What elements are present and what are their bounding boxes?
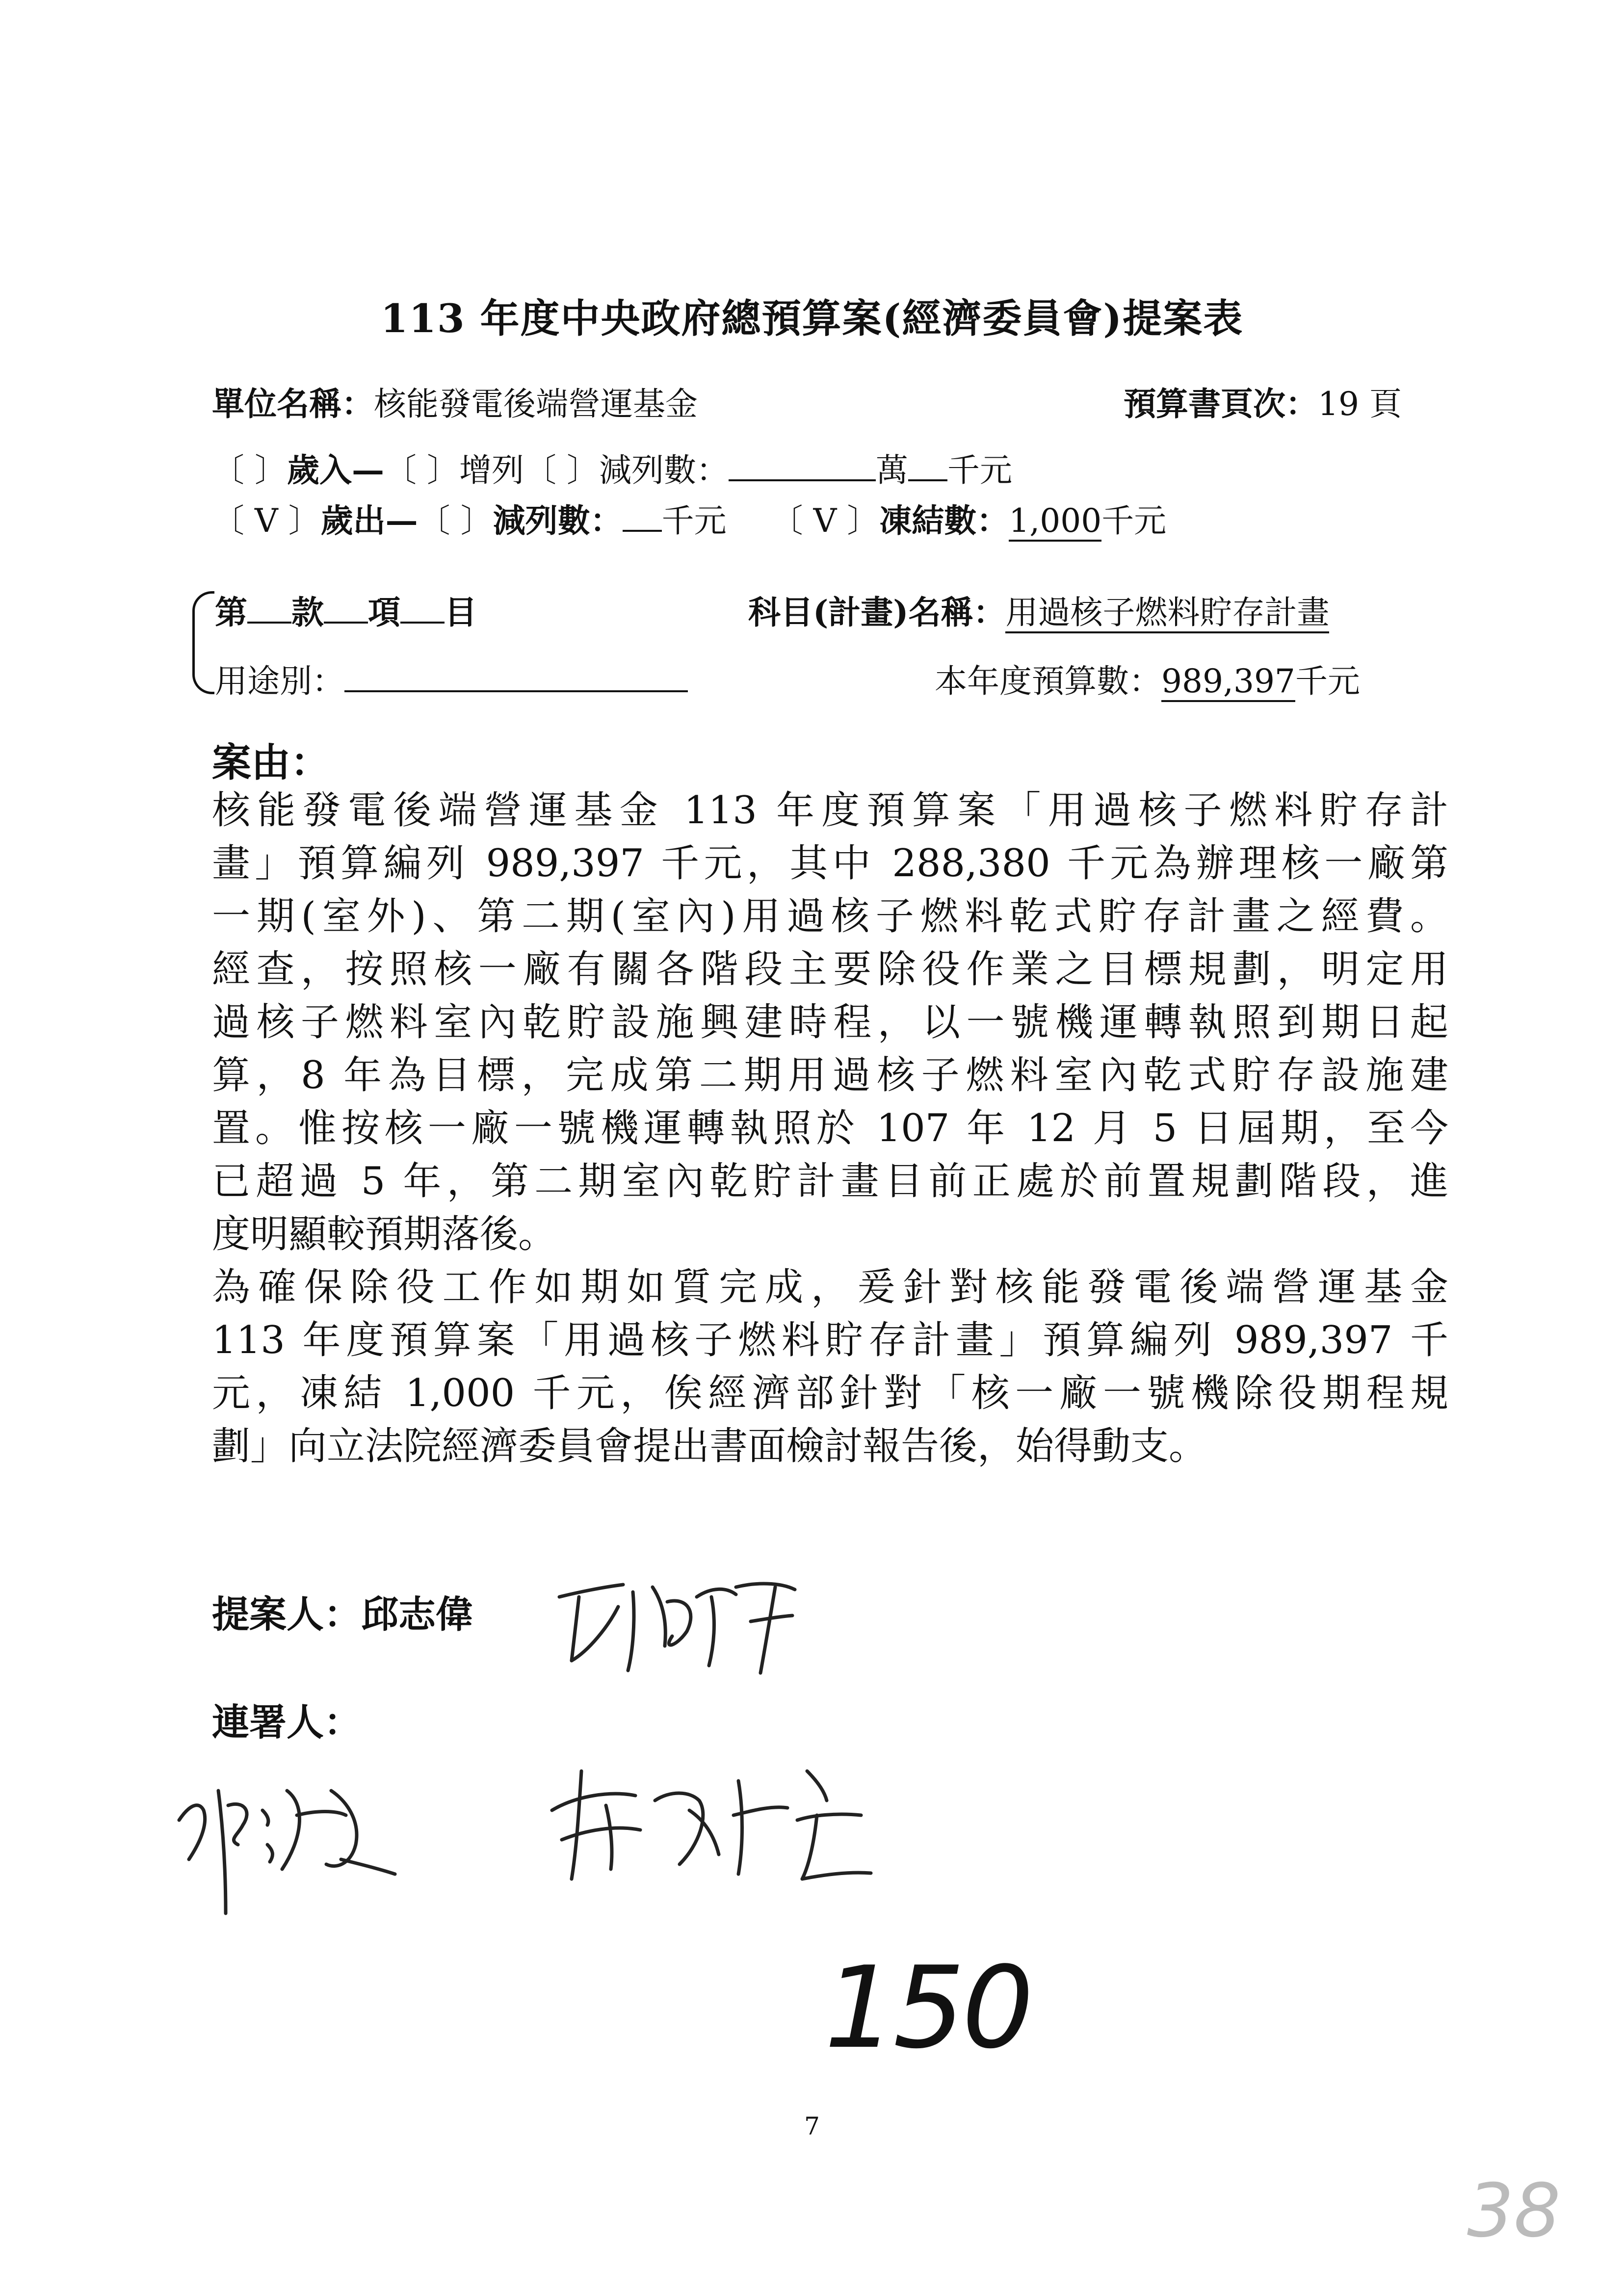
section-kuan-blank xyxy=(324,589,368,624)
revenue-qian-unit: 千元 xyxy=(947,451,1012,489)
freeze-label: 凍結數： xyxy=(879,501,1009,540)
proposer-signature xyxy=(550,1567,805,1680)
freeze-checkbox: 〔 V 〕 xyxy=(770,502,880,540)
budget-page-label: 預算書頁次： xyxy=(1124,385,1318,423)
reason-line: 一期(室外)、第二期(室內)用過核子燃料乾式貯存計畫之經費。 xyxy=(212,894,1448,939)
reason-body xyxy=(212,784,1448,1473)
revenue-wan-unit: 萬 xyxy=(875,451,908,489)
unit-row xyxy=(212,378,698,424)
budget-page-value: 19 頁 xyxy=(1318,385,1402,423)
reason-line: 經查，按照核一廠有關各階段主要除役作業之目標規劃，明定用 xyxy=(212,947,1448,991)
reason-line: 為確保除役工作如期如質完成，爰針對核能發電後端營運基金 xyxy=(212,1265,1448,1309)
usage-row xyxy=(215,655,688,702)
unit-value: 核能發電後端營運基金 xyxy=(374,385,698,423)
budget-page-row xyxy=(1124,378,1402,424)
unit-label: 單位名稱： xyxy=(212,385,374,423)
cosigner-signature-2 xyxy=(542,1751,876,1894)
reason-heading: 案由： xyxy=(212,739,330,785)
proposer-name: 邱志偉 xyxy=(361,1592,473,1636)
revenue-decrease: 〔 〕減列數： xyxy=(524,451,729,489)
page-number: 7 xyxy=(804,2112,820,2140)
revenue-checkbox: 〔 〕 xyxy=(212,451,287,489)
reason-line: 劃」向立法院經濟委員會提出書面檢討報告後，始得動支。 xyxy=(212,1424,1207,1468)
expenditure-row xyxy=(212,495,1166,541)
revenue-label: 歲入— xyxy=(287,451,384,489)
expenditure-label: 歲出— xyxy=(320,501,418,540)
reason-line: 核能發電後端營運基金 113 年度預算案「用過核子燃料貯存計 xyxy=(212,788,1448,833)
reason-line: 已超過 5 年，第二期室內乾貯計畫目前正處於前置規劃階段，進 xyxy=(212,1159,1448,1203)
expenditure-qian-unit: 千元 xyxy=(661,502,727,540)
expenditure-decrease-label: 減列數： xyxy=(493,501,623,540)
usage-label: 用途別： xyxy=(215,662,344,700)
expenditure-decrease-blank xyxy=(623,497,662,532)
cosigner-signature-1 xyxy=(169,1761,444,1923)
section-mu: 目 xyxy=(445,593,477,631)
section-row xyxy=(215,586,477,633)
section-di-blank xyxy=(247,589,291,624)
annual-budget-value: 989,397 xyxy=(1161,662,1295,702)
annual-budget-row xyxy=(935,655,1360,702)
expenditure-checkbox: 〔 V 〕 xyxy=(212,502,321,540)
revenue-qian-blank xyxy=(908,447,947,481)
reason-line: 算，8 年為目標，完成第二期用過核子燃料室內乾式貯存設施建 xyxy=(212,1053,1448,1097)
corner-page-number: 38 xyxy=(1467,2168,1561,2254)
reason-line: 畫」預算編列 989,397 千元，其中 288,380 千元為辦理核一廠第 xyxy=(212,841,1448,886)
document-title: 113 年度中央政府總預算案(經濟委員會)提案表 xyxy=(380,295,1244,341)
expenditure-decrease-checkbox: 〔 〕 xyxy=(418,502,493,540)
freeze-unit: 千元 xyxy=(1101,502,1167,540)
reason-line: 度明顯較預期落後。 xyxy=(212,1212,557,1256)
section-di: 第 xyxy=(215,593,247,631)
revenue-wan-blank xyxy=(729,447,876,481)
section-bracket xyxy=(192,591,214,694)
revenue-increase: 〔 〕增列 xyxy=(384,451,524,489)
section-xiang: 項 xyxy=(368,593,400,631)
handwritten-number: 150 xyxy=(824,1943,1031,2074)
annual-budget-label: 本年度預算數： xyxy=(935,662,1161,700)
section-xiang-blank xyxy=(400,589,445,624)
cosigner-label: 連署人： xyxy=(212,1700,361,1744)
reason-line: 113 年度預算案「用過核子燃料貯存計畫」預算編列 989,397 千 xyxy=(212,1318,1448,1362)
usage-blank xyxy=(344,658,688,692)
revenue-row xyxy=(212,444,1012,491)
freeze-value: 1,000 xyxy=(1009,502,1101,542)
reason-line: 元，凍結 1,000 千元，俟經濟部針對「核一廠一號機除役期程規 xyxy=(212,1371,1448,1415)
subject-label: 科目(計畫)名稱： xyxy=(748,593,1006,631)
annual-budget-unit: 千元 xyxy=(1295,662,1360,700)
section-kuan: 款 xyxy=(291,593,324,631)
subject-value: 用過核子燃料貯存計畫 xyxy=(1005,594,1329,633)
reason-line: 置。惟按核一廠一號機運轉執照於 107 年 12 月 5 日屆期，至今 xyxy=(212,1106,1448,1150)
subject-row xyxy=(748,586,1329,633)
reason-line: 過核子燃料室內乾貯設施興建時程，以一號機運轉執照到期日起 xyxy=(212,1000,1448,1044)
proposer-row xyxy=(212,1585,473,1638)
proposer-label: 提案人： xyxy=(212,1592,361,1636)
